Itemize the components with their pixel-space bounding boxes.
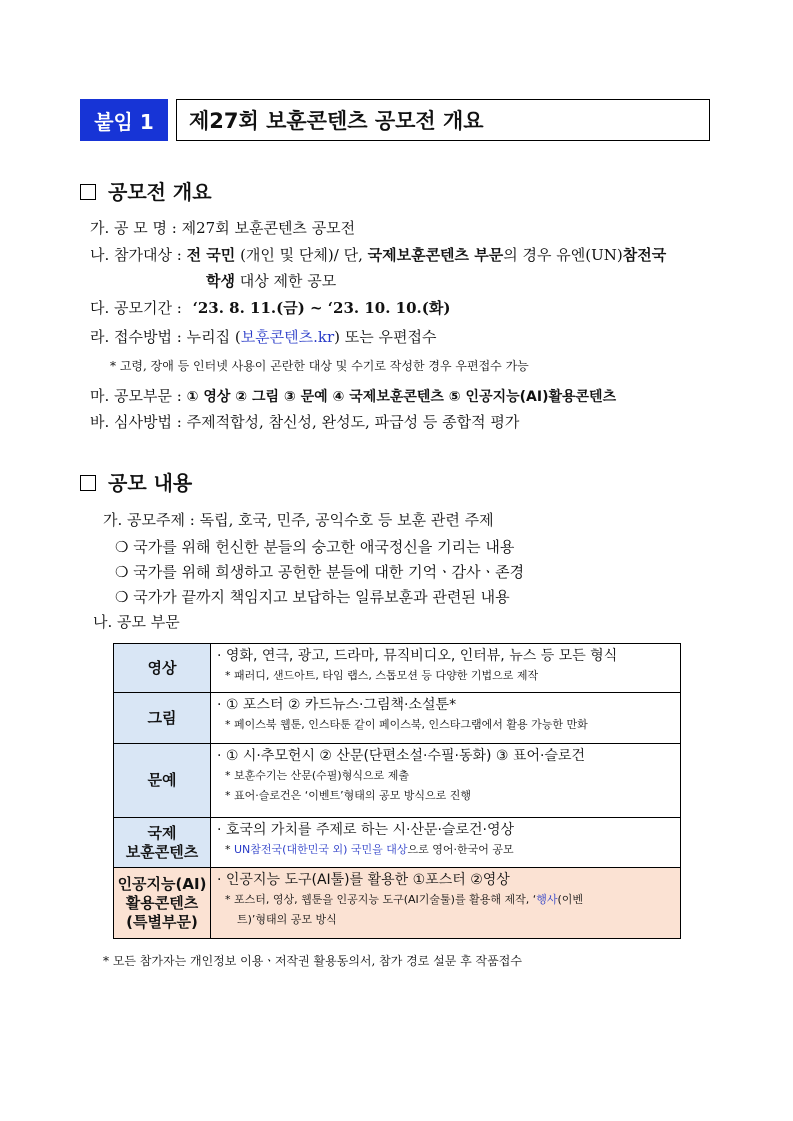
eligibility-students: 학생 <box>206 272 235 290</box>
attachment-badge: 붙임 1 <box>80 99 168 141</box>
categories-table <box>113 643 681 939</box>
theme-bullet: ❍ 국가가 끝까지 책임지고 보답하는 일류보훈과 관련된 내용 <box>115 588 510 606</box>
description-cell <box>211 868 681 939</box>
note-highlight: 행사 <box>536 893 558 906</box>
category-label: 활용콘텐츠 <box>125 893 199 912</box>
description-main: · 인공지능 도구(AI툴)를 활용한 ①포스터 ②영상 <box>217 872 510 888</box>
row-value: ‘23. 8. 11.(금) ~ ‘23. 10. 10.(화) <box>192 299 451 317</box>
eligibility-text: (개인 및 단체)/ 단, <box>235 246 368 264</box>
checkbox-square-icon <box>80 475 96 491</box>
description-cell <box>211 693 681 744</box>
description-cell <box>211 818 681 868</box>
theme-bullet: ❍ 국가를 위해 희생하고 공헌한 분들에 대한 기억ㆍ감사ㆍ존경 <box>115 563 525 581</box>
row-label: 라. 접수방법 : <box>90 328 182 346</box>
row-judging <box>90 411 519 432</box>
row-value: ① 영상 ② 그림 ③ 문예 ④ 국제보훈콘텐츠 ⑤ 인공지능(AI)활용콘텐츠 <box>186 389 617 405</box>
category-label: 인공지능(AI) <box>117 874 207 893</box>
theme-bullet: ❍ 국가를 위해 헌신한 분들의 숭고한 애국정신을 기리는 내용 <box>115 538 515 556</box>
row-label: 가. 공모주제 : <box>103 511 195 529</box>
row-label: 바. 심사방법 : <box>90 413 182 431</box>
submission-note: * 고령, 장애 등 인터넷 사용이 곤란한 대상 및 수기로 작성한 경우 우편접수 가능 <box>110 359 529 373</box>
checkbox-square-icon <box>80 184 96 200</box>
note-highlight: UN참전국(대한민국 외) 국민을 대상 <box>234 843 408 856</box>
table-row <box>114 868 681 939</box>
table-row <box>114 693 681 744</box>
category-label: 보훈콘텐츠 <box>125 842 199 861</box>
category-cell: 그림 <box>114 693 211 744</box>
row-label: 나. 참가대상 : <box>90 246 182 264</box>
eligibility-participants: 참전국 <box>622 246 667 264</box>
row-eligibility <box>90 244 666 265</box>
eligibility-all: 전 국민 <box>186 246 236 264</box>
table-row <box>114 818 681 868</box>
section-title: 공모전 개요 <box>108 180 212 204</box>
row-contest-name <box>90 217 355 238</box>
category-label: 국제 <box>147 823 177 842</box>
category-cell <box>114 818 211 868</box>
row-value: 독립, 호국, 민주, 공익수호 등 보훈 관련 주제 <box>199 511 494 529</box>
footnote: * 모든 참가자는 개인정보 이용ㆍ저작권 활용동의서, 참가 경로 설문 후 작품접수 <box>103 954 522 968</box>
section-title: 공모 내용 <box>108 471 193 495</box>
description-note <box>217 890 674 910</box>
row-value: 누리집 ( <box>186 328 241 346</box>
website-link[interactable]: 보훈콘텐츠.kr <box>240 328 335 346</box>
description-note: * 보훈수기는 산문(수필)형식으로 제출 <box>225 769 409 782</box>
note-text: * <box>225 843 234 856</box>
category-label: (특별부문) <box>126 912 198 931</box>
note-text: (이벤 <box>557 893 584 906</box>
description-main: · ① 시·추모헌시 ② 산문(단편소설·수필·동화) ③ 표어·슬로건 <box>217 748 586 764</box>
table-row <box>114 644 681 693</box>
description-note: * 패러디, 샌드아트, 타임 랩스, 스톱모션 등 다양한 기법으로 제작 <box>225 669 539 682</box>
row-label: 다. 공모기간 : <box>90 299 182 317</box>
row-value: 제27회 보훈콘텐츠 공모전 <box>181 219 356 237</box>
description-cell <box>211 744 681 818</box>
document-title: 제27회 보훈콘텐츠 공모전 개요 <box>176 99 710 141</box>
categories-sublabel: 나. 공모 부문 <box>93 613 180 631</box>
category-cell: 문예 <box>114 744 211 818</box>
row-label: 마. 공모부문 : <box>90 387 182 405</box>
section-heading-overview <box>80 176 212 205</box>
description-note: * 페이스북 웹툰, 인스타툰 같이 페이스북, 인스타그램에서 활용 가능한 만화 <box>225 718 588 731</box>
row-label: 가. 공 모 명 : <box>90 219 177 237</box>
row-submission <box>90 326 437 347</box>
table-row <box>114 744 681 818</box>
description-cell <box>211 644 681 693</box>
row-value: ) 또는 우편접수 <box>334 328 437 346</box>
note-text: * 포스터, 영상, 웹툰을 인공지능 도구(AI기술툴)를 활용해 제작, ‘ <box>225 893 537 906</box>
description-note: 트)’형태의 공모 방식 <box>237 913 337 926</box>
description-main: · 영화, 연극, 광고, 드라마, 뮤직비디오, 인터뷰, 뉴스 등 모든 형식 <box>217 648 618 664</box>
eligibility-intl: 국제보훈콘텐츠 부문 <box>367 246 504 264</box>
eligibility-text: 대상 제한 공모 <box>234 272 337 290</box>
section-heading-content <box>80 467 192 496</box>
description-note <box>217 840 674 860</box>
row-categories <box>90 385 616 406</box>
category-cell: 영상 <box>114 644 211 693</box>
description-note: * 표어·슬로건은 ‘이벤트’형태의 공모 방식으로 진행 <box>225 789 471 802</box>
row-eligibility-cont <box>206 270 336 291</box>
eligibility-text: 의 경우 유엔(UN) <box>503 246 623 264</box>
description-main: · 호국의 가치를 주제로 하는 시·산문·슬로건·영상 <box>217 822 515 838</box>
category-cell <box>114 868 211 939</box>
row-period <box>90 297 450 318</box>
row-value: 주제적합성, 참신성, 완성도, 파급성 등 종합적 평가 <box>186 413 520 431</box>
note-text: 으로 영어·한국어 공모 <box>407 843 514 856</box>
description-main: · ① 포스터 ② 카드뉴스·그림책·소설툰* <box>217 697 457 713</box>
row-theme <box>103 509 494 530</box>
